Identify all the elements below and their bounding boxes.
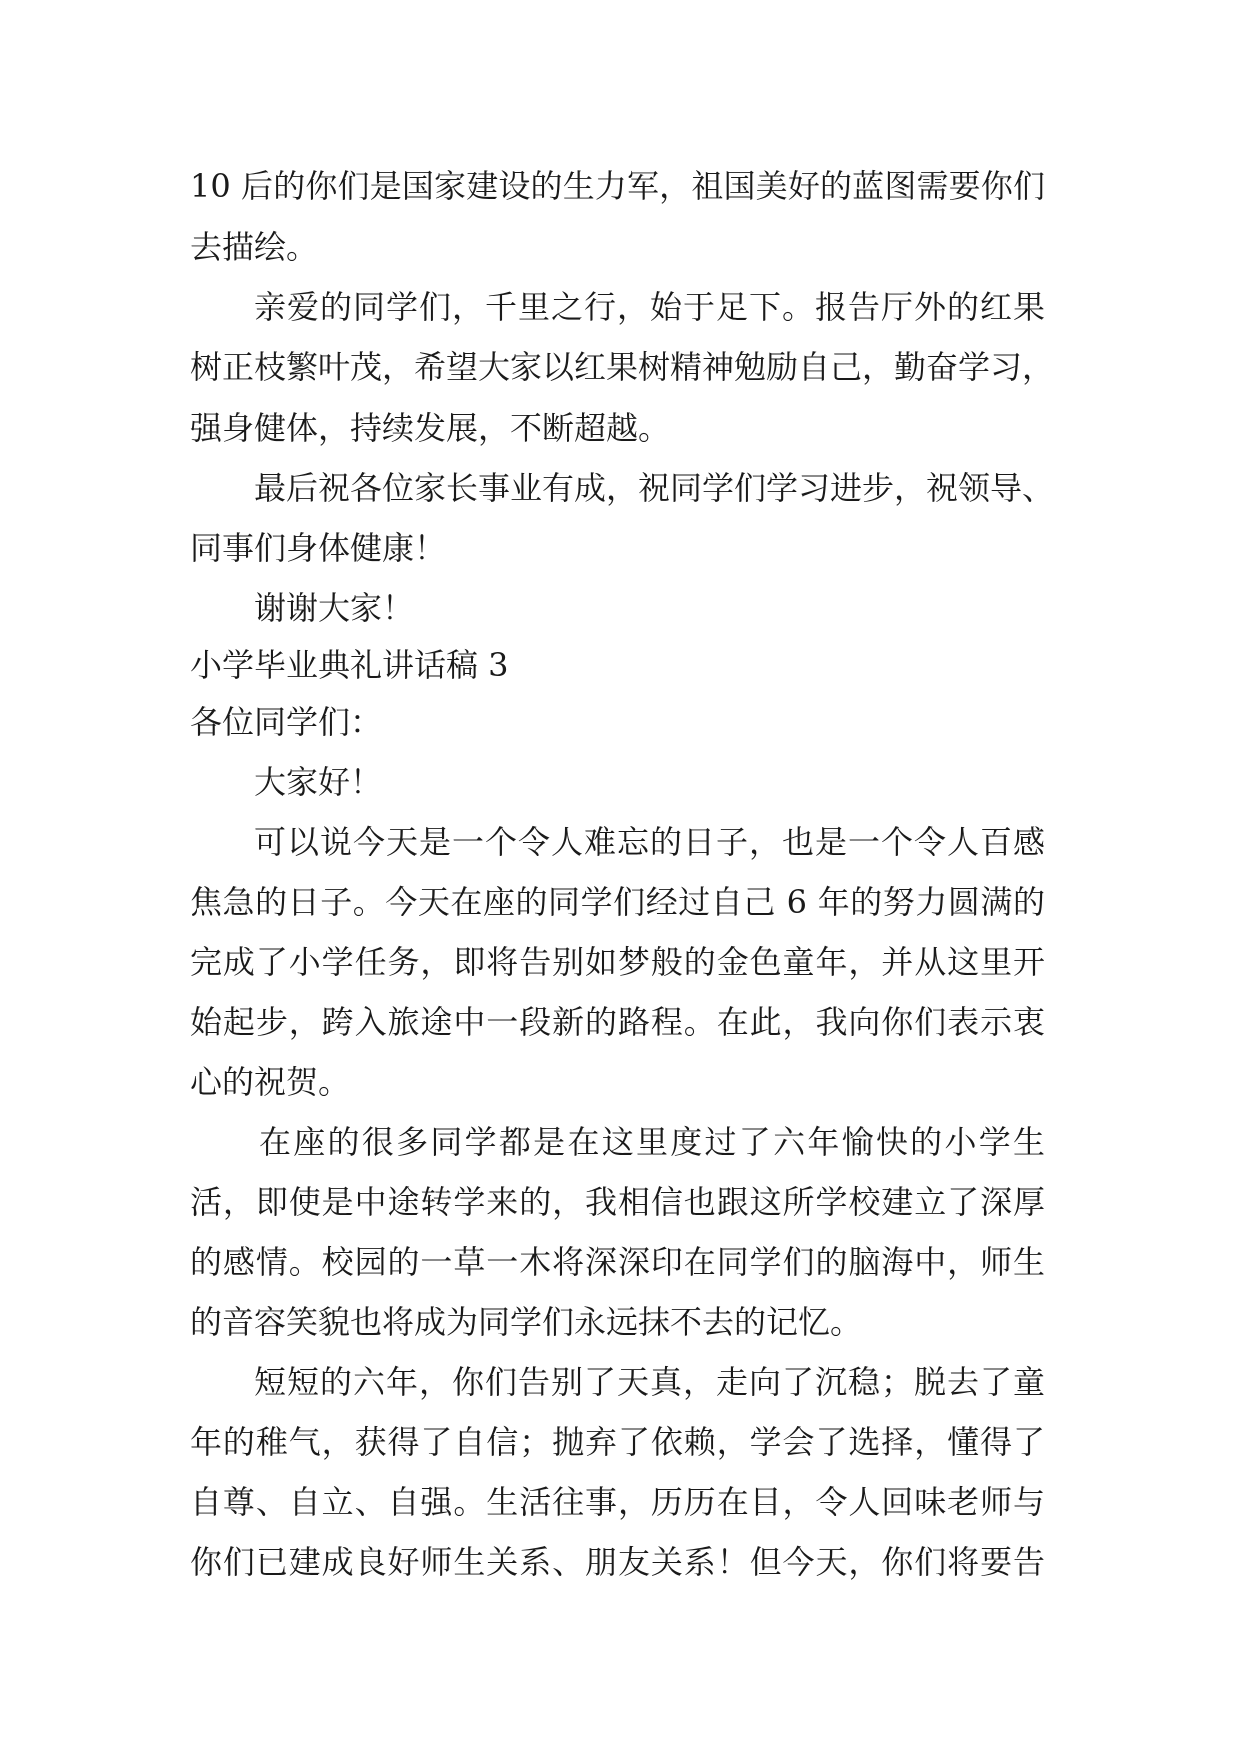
text-line: 同事们身体健康！ [190,529,447,567]
text-line: 你们已建成良好师生关系、朋友关系！但今天，你们将要告 [190,1543,1045,1581]
text-line: 可以说今天是一个令人难忘的日子，也是一个令人百感 [254,823,1045,861]
text-line: 树正枝繁叶茂，希望大家以红果树精神勉励自己，勤奋学习， [190,348,1055,386]
text-line: 的音容笑貌也将成为同学们永远抹不去的记忆。 [190,1303,863,1341]
text-line: 短短的六年，你们告别了天真，走向了沉稳；脱去了童 [254,1363,1045,1401]
text-line: 强身健体，持续发展，不断超越。 [190,409,671,447]
section-heading: 小学毕业典礼讲话稿 3 [190,646,509,684]
text-line: 谢谢大家！ [254,589,415,627]
text-line: 完成了小学任务，即将告别如梦般的金色童年，并从这里开 [190,943,1045,981]
text-line: 去描绘。 [190,228,319,266]
text-line: 大家好！ [254,763,383,801]
text-line: 活，即使是中途转学来的，我相信也跟这所学校建立了深厚 [190,1183,1045,1221]
text-line: 心的祝贺。 [190,1063,351,1101]
salutation: 各位同学们： [190,703,383,741]
text-line: 自尊、自立、自强。生活往事，历历在目，令人回味老师与 [190,1483,1045,1521]
text-line: 焦急的日子。今天在座的同学们经过自己 6 年的努力圆满的 [190,883,1045,921]
text-line: 的感情。校园的一草一木将深深印在同学们的脑海中，师生 [190,1243,1045,1281]
text-line: 在座的很多同学都是在这里度过了六年愉快的小学生 [259,1123,1045,1161]
text-line: 始起步，跨入旅途中一段新的路程。在此，我向你们表示衷 [190,1003,1045,1041]
text-line: 10 后的你们是国家建设的生力军，祖国美好的蓝图需要你们 [190,167,1045,205]
text-line: 亲爱的同学们，千里之行，始于足下。报告厅外的红果 [254,288,1045,326]
text-line: 年的稚气，获得了自信；抛弃了依赖，学会了选择，懂得了 [190,1423,1045,1461]
text-line: 最后祝各位家长事业有成，祝同学们学习进步，祝领导、 [254,469,1055,507]
